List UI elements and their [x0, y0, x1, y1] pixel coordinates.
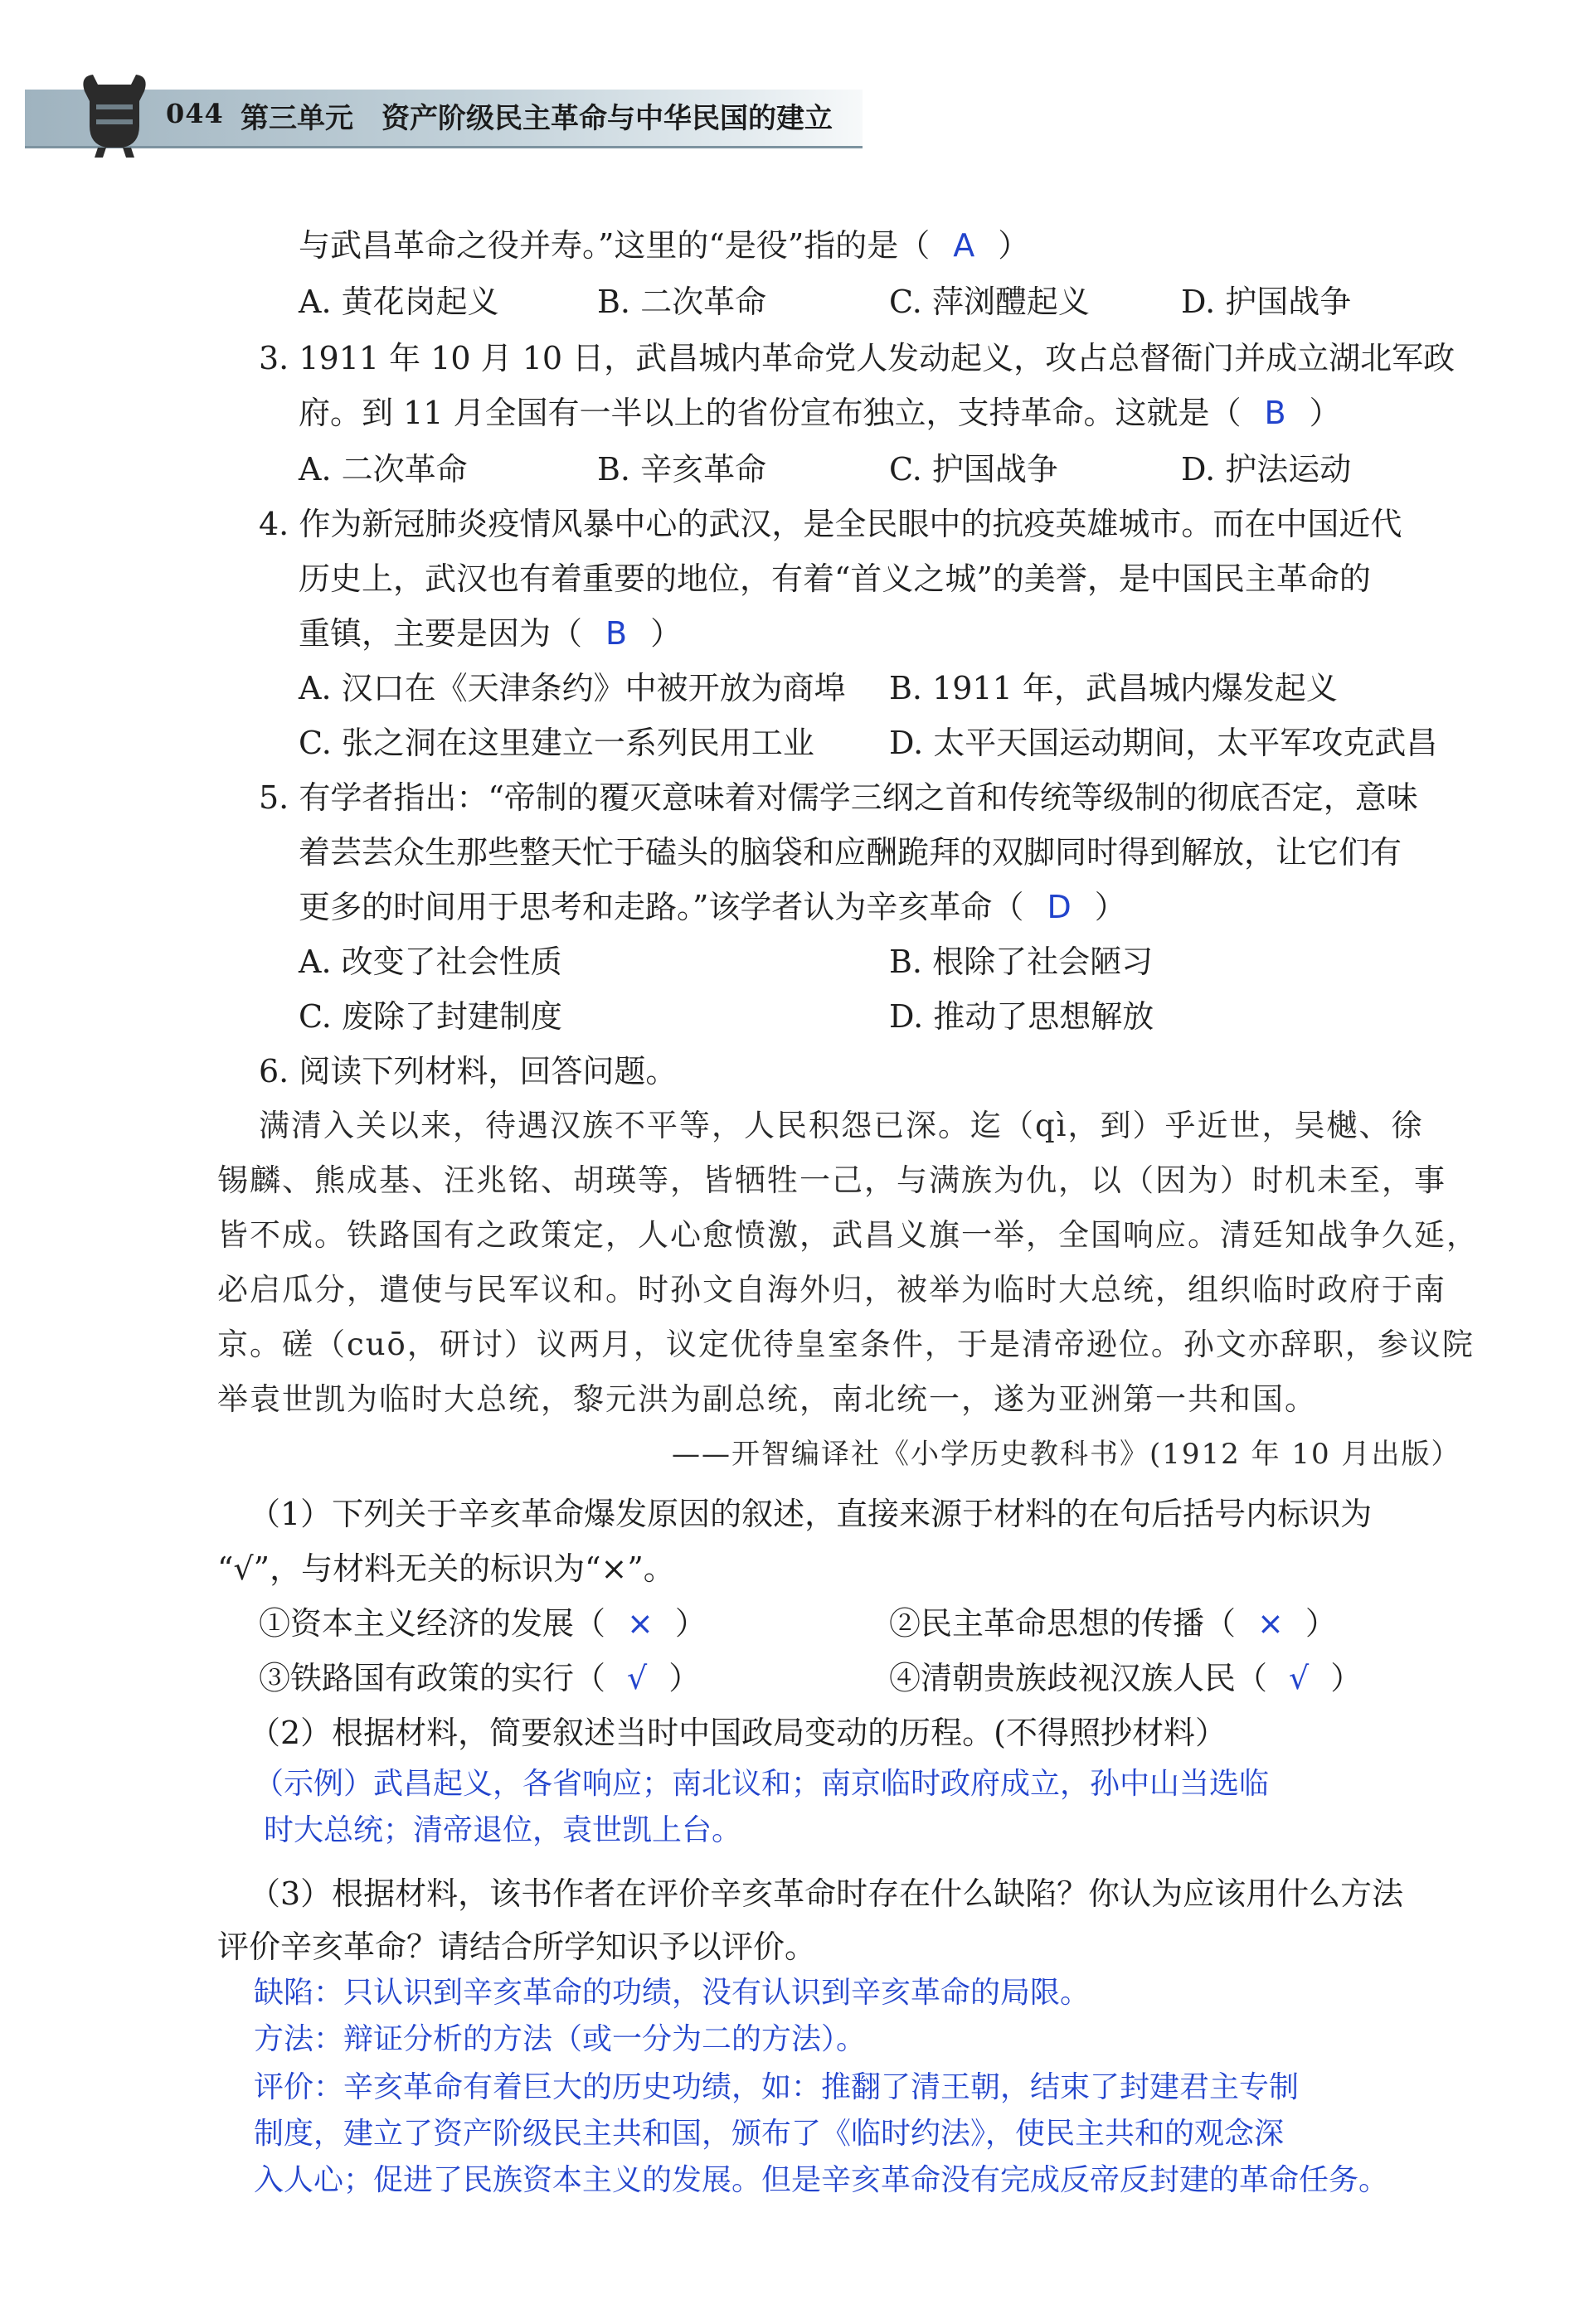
- q6-sub3-answer-eval3: 入人心；促进了民族资本主义的发展。但是辛亥革命没有完成反帝反封建的革命任务。: [254, 2163, 1389, 2197]
- q6-sub1-item1-mark: ×: [627, 1605, 654, 1642]
- q2-option-d: D. 护国战争: [1181, 284, 1352, 320]
- q2-option-a: A. 黄花岗起义: [299, 284, 499, 320]
- q4-option-b: B. 1911 年，武昌城内爆发起义: [889, 670, 1338, 706]
- q6-source: ——开智编译社《小学历史教科书》(1912 年 10 月出版）: [672, 1438, 1461, 1471]
- q5-answer: D: [1047, 889, 1072, 925]
- q4-line1: 4. 作为新冠肺炎疫情风暴中心的武汉，是全民眼中的抗疫英雄城市。而在中国近代: [259, 506, 1402, 542]
- q6-sub3-line1: （3）根据材料，该书作者在评价辛亥革命时存在什么缺陷？你认为应该用什么方法: [249, 1875, 1404, 1912]
- q3-line1: 3. 1911 年 10 月 10 日，武昌城内革命党人发动起义，攻占总督衙门并成立湖北军政: [259, 340, 1455, 376]
- q6-sub3-answer-eval1: 评价：辛亥革命有着巨大的历史功绩，如：推翻了清王朝，结束了封建君主专制: [254, 2070, 1300, 2104]
- q6-sub2-answer-line2: 时大总统；清帝退位，袁世凯上台。: [264, 1813, 742, 1847]
- q6-sub1-item1: ①资本主义经济的发展（ × ）: [259, 1605, 707, 1642]
- q6-sub1-item2: ②民主革命思想的传播（ × ）: [889, 1605, 1337, 1642]
- q6-sub3-line2: 评价辛亥革命？请结合所学知识予以评价。: [217, 1929, 817, 1965]
- q6-material-line3: 皆不成。铁路国有之政策定，人心愈愤激，武昌义旗一举，全国响应。清廷知战争久延，: [217, 1217, 1479, 1253]
- q6-sub3-answer-defect: 缺陷：只认识到辛亥革命的功绩，没有认识到辛亥革命的局限。: [254, 1976, 1091, 2010]
- q4-line2: 历史上，武汉也有着重要的地位，有着“首义之城”的美誉，是中国民主革命的: [299, 560, 1371, 597]
- q6-sub3-answer-eval2: 制度，建立了资产阶级民主共和国，颁布了《临时约法》，使民主共和的观念深: [254, 2117, 1285, 2151]
- q3-line2: 府。到 11 月全国有一半以上的省份宣布独立，支持革命。这就是（ B ）: [299, 395, 1341, 431]
- q2-option-c: C. 萍浏醴起义: [889, 284, 1090, 320]
- q6-material-line1: 满清入关以来，待遇汉族不平等，人民积怨已深。迄（qì，到）乎近世，吴樾、徐: [259, 1108, 1424, 1143]
- q5-option-b: B. 根除了社会陋习: [889, 944, 1154, 980]
- q6-sub1-item4: ④清朝贵族歧视汉族人民（ √ ）: [889, 1660, 1363, 1696]
- q3-option-a: A. 二次革命: [299, 451, 468, 488]
- unit-title: 第三单元 资产阶级民主革命与中华民国的建立: [241, 102, 833, 135]
- q3-option-b: B. 辛亥革命: [597, 451, 767, 488]
- q5-option-c: C. 废除了封建制度: [299, 998, 562, 1035]
- q6-sub1-item3: ③铁路国有政策的实行（ √ ）: [259, 1660, 701, 1696]
- q4-line3: 重镇，主要是因为（ B ）: [299, 615, 683, 652]
- q5-option-a: A. 改变了社会性质: [299, 944, 562, 980]
- q5-option-d: D. 推动了思想解放: [889, 998, 1154, 1035]
- q3-answer: B: [1264, 395, 1286, 431]
- q6-material-line5: 京。磋（cuō，研讨）议两月，议定优待皇室条件，于是清帝逊位。孙文亦辞职，参议院: [217, 1327, 1475, 1362]
- page-number: 044: [166, 98, 224, 129]
- q6-sub1-line2: “√”，与材料无关的标识为“×”。: [217, 1550, 675, 1587]
- q6-title: 6. 阅读下列材料，回答问题。: [259, 1053, 678, 1089]
- bronze-vessel-logo-icon: [73, 68, 156, 158]
- q6-material-line2: 锡麟、熊成基、汪兆铭、胡瑛等，皆牺牲一己，与满族为仇，以（因为）时机未至，事: [217, 1162, 1446, 1198]
- q2-answer: A: [953, 227, 975, 264]
- q3-option-c: C. 护国战争: [889, 451, 1058, 488]
- q6-sub1-item2-mark: ×: [1257, 1605, 1284, 1642]
- q4-option-d: D. 太平天国运动期间，太平军攻克武昌: [889, 725, 1438, 761]
- q4-answer: B: [605, 615, 628, 652]
- q4-option-c: C. 张之洞在这里建立一系列民用工业: [299, 725, 814, 761]
- q5-line1: 5. 有学者指出：“帝制的覆灭意味着对儒学三纲之首和传统等级制的彻底否定，意味: [259, 779, 1418, 816]
- q6-sub1-line1: （1）下列关于辛亥革命爆发原因的叙述，直接来源于材料的在句后括号内标识为: [249, 1496, 1373, 1532]
- q2-stem: 与武昌革命之役并寿。”这里的“是役”指的是（ A ）: [299, 227, 1030, 264]
- q4-option-a: A. 汉口在《天津条约》中被开放为商埠: [299, 670, 846, 706]
- q6-sub2-question: （2）根据材料，简要叙述当时中国政局变动的历程。(不得照抄材料）: [249, 1715, 1227, 1751]
- q6-sub3-answer-method: 方法：辩证分析的方法（或一分为二的方法）。: [254, 2022, 867, 2056]
- q2-option-b: B. 二次革命: [597, 284, 767, 320]
- q6-sub2-answer-line1: （示例）武昌起义，各省响应；南北议和；南京临时政府成立，孙中山当选临: [254, 1767, 1270, 1801]
- q6-material-line6: 举袁世凯为临时大总统，黎元洪为副总统，南北统一，遂为亚洲第一共和国。: [217, 1381, 1317, 1417]
- q6-sub1-item4-mark: √: [1289, 1660, 1310, 1696]
- q5-line3: 更多的时间用于思考和走路。”该学者认为辛亥革命（ D ）: [299, 889, 1126, 925]
- q5-line2: 着芸芸众生那些整天忙于磕头的脑袋和应酬跪拜的双脚同时得到解放，让它们有: [299, 834, 1402, 871]
- q3-option-d: D. 护法运动: [1181, 451, 1352, 488]
- q6-material-line4: 必启瓜分，遣使与民军议和。时孙文自海外归，被举为临时大总统，组织临时政府于南: [217, 1272, 1446, 1308]
- q6-sub1-item3-mark: √: [627, 1660, 648, 1696]
